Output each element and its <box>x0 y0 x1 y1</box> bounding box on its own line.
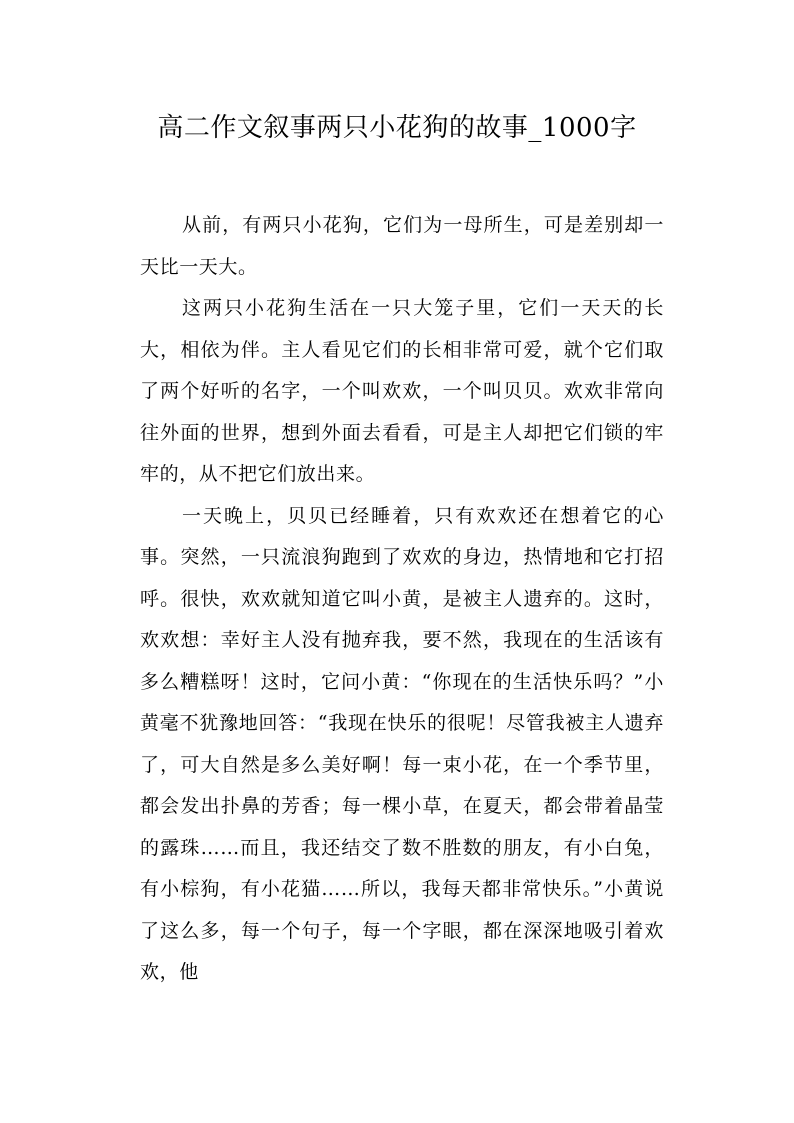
paragraph: 一天晚上，贝贝已经睡着，只有欢欢还在想着它的心事。突然，一只流浪狗跑到了欢欢的身边，热情地和它打招呼。很快，欢欢就知道它叫小黄，是被主人遗弃的。这时，欢欢想：幸好主人没有抛弃我，要不然，我现在的生活该有多么糟糕呀！这时，它问小黄：“你现在的生活快乐吗？”小黄毫不犹豫地回答：“我现在快乐的很呢！尽管我被主人遗弃了，可大自然是多么美好啊！每一束小花，在一个季节里，都会发出扑鼻的芳香；每一棵小草，在夏天，都会带着晶莹的露珠……而且，我还结交了数不胜数的朋友，有小白兔，有小棕狗，有小花猫……所以，我每天都非常快乐。”小黄说了这么多，每一个句子，每一个字眼，都在深深地吸引着欢欢，他 <box>140 504 664 983</box>
document-title: 高二作文叙事两只小花狗的故事_1000字 <box>157 113 637 143</box>
paragraph: 从前，有两只小花狗，它们为一母所生，可是差别却一天比一天大。 <box>140 214 664 278</box>
paragraph: 这两只小花狗生活在一只大笼子里，它们一天天的长大，相依为伴。主人看见它们的长相非常可爱，就个它们取了两个好听的名字，一个叫欢欢，一个叫贝贝。欢欢非常向往外面的世界，想到外面去看看，可是主人却把它们锁的牢牢的，从不把它们放出来。 <box>140 297 664 485</box>
document-body <box>140 205 664 994</box>
